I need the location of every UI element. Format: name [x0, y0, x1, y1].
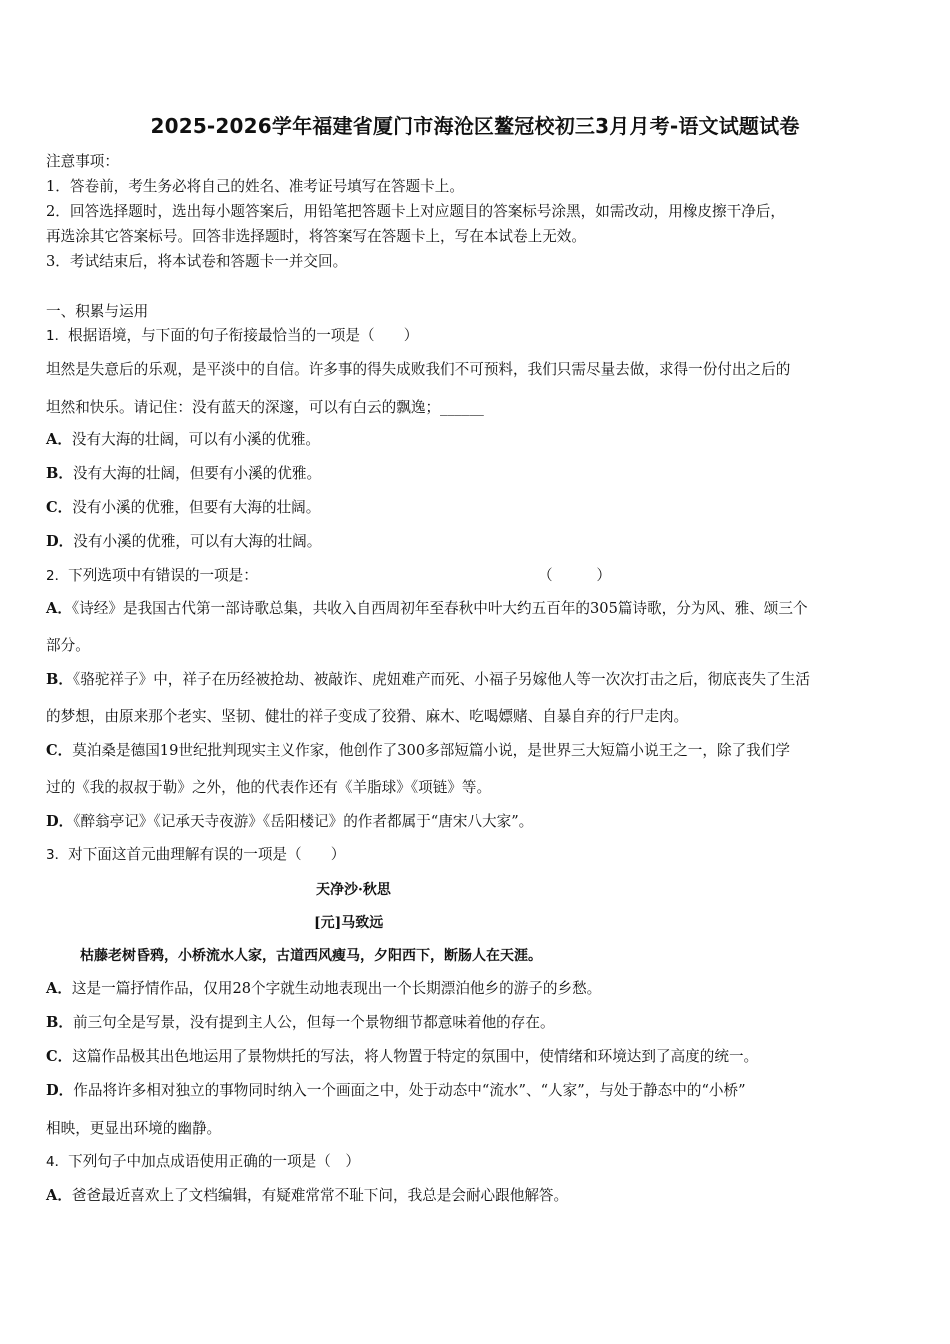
option-label: D．	[46, 813, 74, 830]
question-2-option-c	[46, 741, 916, 761]
question-1-passage-line: 坦然和快乐。请记住：没有蓝天的深邃，可以有白云的飘逸；______	[46, 399, 484, 416]
question-text: 下列选项中有错误的一项是：	[68, 567, 258, 584]
option-label: B．	[46, 671, 73, 688]
question-1-stem	[46, 326, 916, 346]
option-label: C．	[46, 742, 73, 759]
question-1-option-c	[46, 498, 916, 518]
question-2-option-d	[46, 812, 916, 832]
question-number: 3．	[46, 847, 69, 863]
question-3-option-b	[46, 1013, 916, 1033]
option-text: 没有大海的壮阔，但要有小溪的优雅。	[72, 465, 322, 482]
question-2-option-a	[46, 599, 916, 619]
option-label: C．	[46, 1048, 73, 1065]
question-3-option-d	[46, 1081, 916, 1101]
option-text: 没有小溪的优雅，但要有大海的壮阔。	[72, 499, 321, 516]
option-label: A．	[46, 431, 72, 448]
question-3-stem	[46, 845, 916, 865]
option-text: 《骆驼祥子》中，祥子在历经被抢劫、被敲诈、虎妞难产而死、小福子另嫁他人等一次次打击之后，彻底丧失了生活	[72, 671, 810, 688]
question-text: 对下面这首元曲理解有误的一项是（ ）	[68, 846, 346, 863]
option-continuation: 的梦想，由原来那个老实、坚韧、健壮的祥子变成了狡猾、麻木、吃喝嫖赌、自暴自弃的行尸走肉。	[46, 708, 689, 725]
question-number: 1．	[46, 328, 69, 344]
option-text: 这篇作品极其出色地运用了景物烘托的写法，将人物置于特定的氛围中，使情绪和环境达到了高度的统一。	[72, 1048, 759, 1065]
poem-author: [元]马致远	[314, 915, 384, 931]
option-label: D．	[46, 1082, 74, 1099]
option-text: 《诗经》是我国古代第一部诗歌总集，共收入自西周初年至春秋中叶大约五百年的305篇诗歌，分为风、雅、颂三个	[71, 600, 808, 617]
question-text: 根据语境，与下面的句子衔接最恰当的一项是（ ）	[68, 327, 419, 344]
option-continuation: 部分。	[46, 637, 90, 654]
notice-heading: 注意事项：	[46, 153, 119, 170]
exam-title: 2025-2026学年福建省厦门市海沧区鳌冠校初三3月月考-语文试题试卷	[150, 114, 800, 138]
option-text: 《醉翁亭记》《记承天寺夜游》《岳阳楼记》的作者都属于“唐宋八大家”。	[73, 813, 534, 830]
question-3-option-a	[46, 979, 916, 999]
option-text: 这是一篇抒情作品，仅用28个字就生动地表现出一个长期漂泊他乡的游子的乡愁。	[71, 980, 602, 997]
question-1-option-a	[46, 430, 916, 450]
notice-item: 1．答卷前，考生务必将自己的姓名、准考证号填写在答题卡上。	[46, 178, 464, 195]
option-label: C．	[46, 499, 73, 516]
option-label: B．	[46, 1014, 73, 1031]
notice-item: 3．考试结束后，将本试卷和答题卡一并交回。	[46, 253, 348, 270]
question-3-option-c	[46, 1047, 916, 1067]
option-label: A．	[46, 1187, 72, 1204]
question-4-stem	[46, 1152, 916, 1172]
option-text: 前三句全是写景，没有提到主人公，但每一个景物细节都意味着他的存在。	[72, 1014, 555, 1031]
question-1-passage-line: 坦然是失意后的乐观，是平淡中的自信。许多事的得失成败我们不可预料，我们只需尽量去做，求得一份付出之后的	[46, 361, 791, 378]
option-label: B．	[46, 465, 73, 482]
notice-item: 再选涂其它答案标号。回答非选择题时，将答案写在答题卡上，写在本试卷上无效。	[46, 228, 586, 245]
option-label: A．	[46, 980, 72, 997]
option-label: A．	[46, 600, 72, 617]
option-text: 没有大海的壮阔，可以有小溪的优雅。	[71, 431, 321, 448]
notice-item: 2．回答选择题时，选出每小题答案后，用铅笔把答题卡上对应题目的答案标号涂黑，如需改动，用橡皮擦干净后，	[46, 203, 785, 220]
question-4-option-a	[46, 1186, 916, 1206]
question-2-stem	[46, 566, 916, 586]
option-continuation: 相映，更显出环境的幽静。	[46, 1120, 222, 1137]
question-1-option-b	[46, 464, 916, 484]
question-number: 4．	[46, 1154, 69, 1170]
section-heading: 一、积累与运用	[46, 303, 149, 320]
question-text: 下列句子中加点成语使用正确的一项是（ ）	[68, 1153, 360, 1170]
question-2-option-b	[46, 670, 916, 690]
option-text: 莫泊桑是德国19世纪批判现实主义作家，他创作了300多部短篇小说，是世界三大短篇小说王之一，除了我们学	[72, 742, 790, 759]
option-text: 爸爸最近喜欢上了文档编辑，有疑难常常不耻下问，我总是会耐心跟他解答。	[71, 1187, 569, 1204]
question-number: 2．	[46, 568, 69, 584]
option-label: D．	[46, 533, 74, 550]
option-text: 没有小溪的优雅，可以有大海的壮阔。	[73, 533, 322, 550]
option-text: 作品将许多相对独立的事物同时纳入一个画面之中，处于动态中“流水”、“人家”，与处于静态中的“小桥”	[73, 1082, 746, 1099]
option-continuation: 过的《我的叔叔于勒》之外，他的代表作还有《羊脂球》《项链》等。	[46, 779, 492, 796]
poem-body: 枯藤老树昏鸦，小桥流水人家，古道西风瘦马，夕阳西下，断肠人在天涯。	[80, 948, 542, 964]
answer-parentheses: （ ）	[538, 567, 611, 584]
question-1-option-d	[46, 532, 916, 552]
poem-title: 天净沙·秋思	[316, 882, 391, 898]
